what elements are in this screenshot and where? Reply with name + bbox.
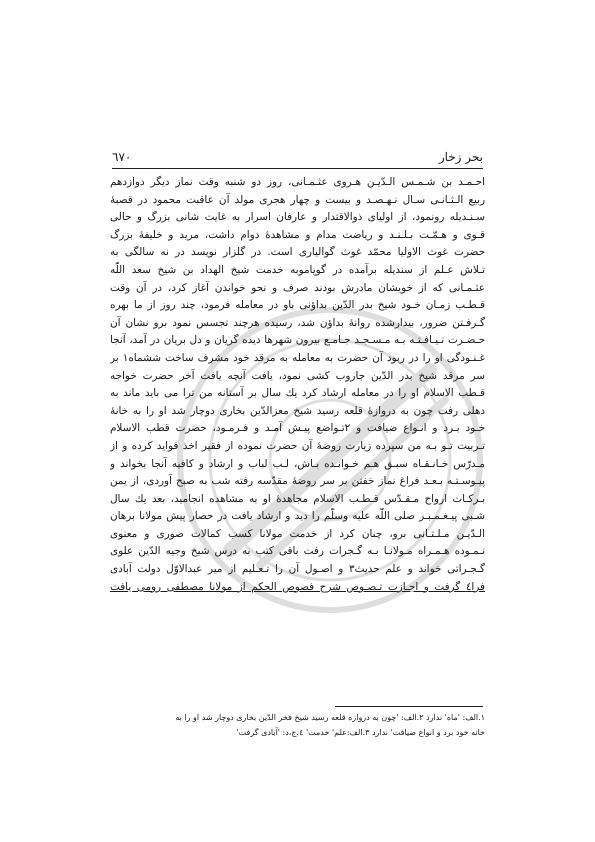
text-line: سر مرقد شیخ بدر الدّین جاروب کشی نمود، یافت آنچه یافت آخر حضرت خواجه bbox=[110, 369, 485, 382]
text-line: حـضـرت نـیـافـتـه بـه مـسـجـد جـامـع بیرون شهرها دیده گریان و دل بریان در آمد، آنجا bbox=[110, 334, 485, 347]
text-line: عثـمـانی که از خویشان مادرش بودند صرف و نحو خواندن آغاز کرد، در آن وقت bbox=[110, 281, 485, 294]
text-line: پیـوسـتـه بـعـد فراغ نماز خفتن بر سر روضهٔ مقدّسه رفته شب به صبح آوردی، از یمن bbox=[110, 475, 485, 488]
header-rule bbox=[112, 168, 483, 169]
text-line: احـمـد بن شـمـس الـدّيـن هـروی عثـمـانی، روز دو شنبه وقت نماز دیگر دوازدهم bbox=[110, 176, 485, 188]
text-line: غـنـودگی او را در ربود آن حضرت به معامله به مرقد خود مشرف ساخت ششماه١ بر bbox=[110, 351, 485, 364]
text-line: حضرت غوث الاولیا محمّد غوث گوالیاری است. در گلزار نویسد در نه سالگی به bbox=[110, 246, 485, 259]
footnote-line: ١.الف: 'ماه' ندارد ٢.الف: 'چون به دروازه قلعه رسید شیخ فخر الدّین بخاری دوچار شد او را به bbox=[175, 713, 485, 722]
text-line: دهلی رفت چون به دروازهٔ قلعه رسید شیخ معزالدّین بخاری دوچار شد او را به خانهٔ bbox=[110, 404, 485, 417]
text-line: بـرکـات ارواح مـقـدّس قـطـب الاسلام مجاهدهٔ او به مشاهده انجامید، بعد یك سال bbox=[110, 492, 485, 505]
text-line: قـطب الاسلام او را در معامله ارشاد کرد یك سال بر آستانه من ترا می باید ماند به bbox=[110, 387, 485, 400]
text-line: تـربیت تـو بـه من سپرده زیارت روضهٔ آن حضرت نموده از فقیر اخذ فواید کرده و از bbox=[110, 439, 485, 452]
page-number: ٦٧٠ bbox=[112, 150, 132, 164]
text-line: فرا٤ گرفت و اجـازت تـصـوص شرح فصوص الحکم از مولانا مصطفی رومی یافت bbox=[110, 580, 485, 593]
main-text bbox=[110, 174, 485, 596]
text-line: خـود بـرد و انـواع ضیافت و ٢تـواضع پیـش آمـد و فـرمـود، حضرت قطب الاسلام bbox=[110, 422, 485, 435]
text-line: گـرفـتن ضرور، بیدارشده روانهٔ بداؤن شد، رسیده هرچند تجسس نمود برو نشان آن bbox=[110, 316, 485, 329]
running-header bbox=[112, 150, 483, 168]
footnotes bbox=[110, 710, 485, 740]
text-line: الـدّیـن مـلـتـانی برو، چنان کرد از خدمت مولانا کسب کمالات صوری و معنوی bbox=[110, 527, 485, 540]
footnote-line: خانه خود برد و انواع ضیافت' ندارد ٣.الف:علم' خدمت' ٤.ج،د: 'آبادی گرفت' bbox=[236, 728, 485, 737]
text-line: گـجـراتی خواند و علم حدیث٣ و اصـول آن را تـعـلیم از میر عبدالاوّل دولت آبادی bbox=[110, 563, 485, 576]
text-line: قـطـب زمـان خـود شیخ بدر الدّین بداؤنی باو در معامله فرمود، چند روز از ما بهره bbox=[110, 299, 485, 312]
footnote-rule bbox=[335, 706, 483, 707]
text-line: شـبی پیـغـمـبـر صلی اللّٰه علیه وسلّم را دید و ارشاد یافت در حصار پیش مولانا برهان bbox=[110, 510, 485, 523]
text-line: مـدرّس خـانـقـاه سبـق هـم خـوانـده بـاش، لـب لباب و ارشاد و کافیه آنجا بخواند و bbox=[110, 457, 485, 470]
text-line: ربیع الـثـانـی سـال نـهـصـد و بیست و چهار هجری مولد آن عاقبت محمود در قصبهٔ bbox=[110, 193, 485, 206]
text-line: قـوی و هـمّـت بـلـنـد و ریاضت مدام و مشاهدهٔ دوام داشت، مرید و خلیفهٔ بزرگ bbox=[110, 228, 485, 241]
running-title: بحر زخار bbox=[438, 150, 483, 164]
text-line: تـلاش عـلم از سندیله برآمده در گوپاموبه خدمت شیخ الهداد بن شیخ سعد اللّٰه bbox=[110, 263, 485, 276]
text-line: سـنـدیله رونمود، از اولیای ذوالاقتدار و عارفان اسرار به غایت شانی بزرگ و حالی bbox=[110, 211, 485, 224]
text-line: نـمـوده هـمـراه مـولانـا بـه گـجرات رفت باقی کتب به درس شیخ وجیه الدّین علوی bbox=[110, 545, 485, 558]
